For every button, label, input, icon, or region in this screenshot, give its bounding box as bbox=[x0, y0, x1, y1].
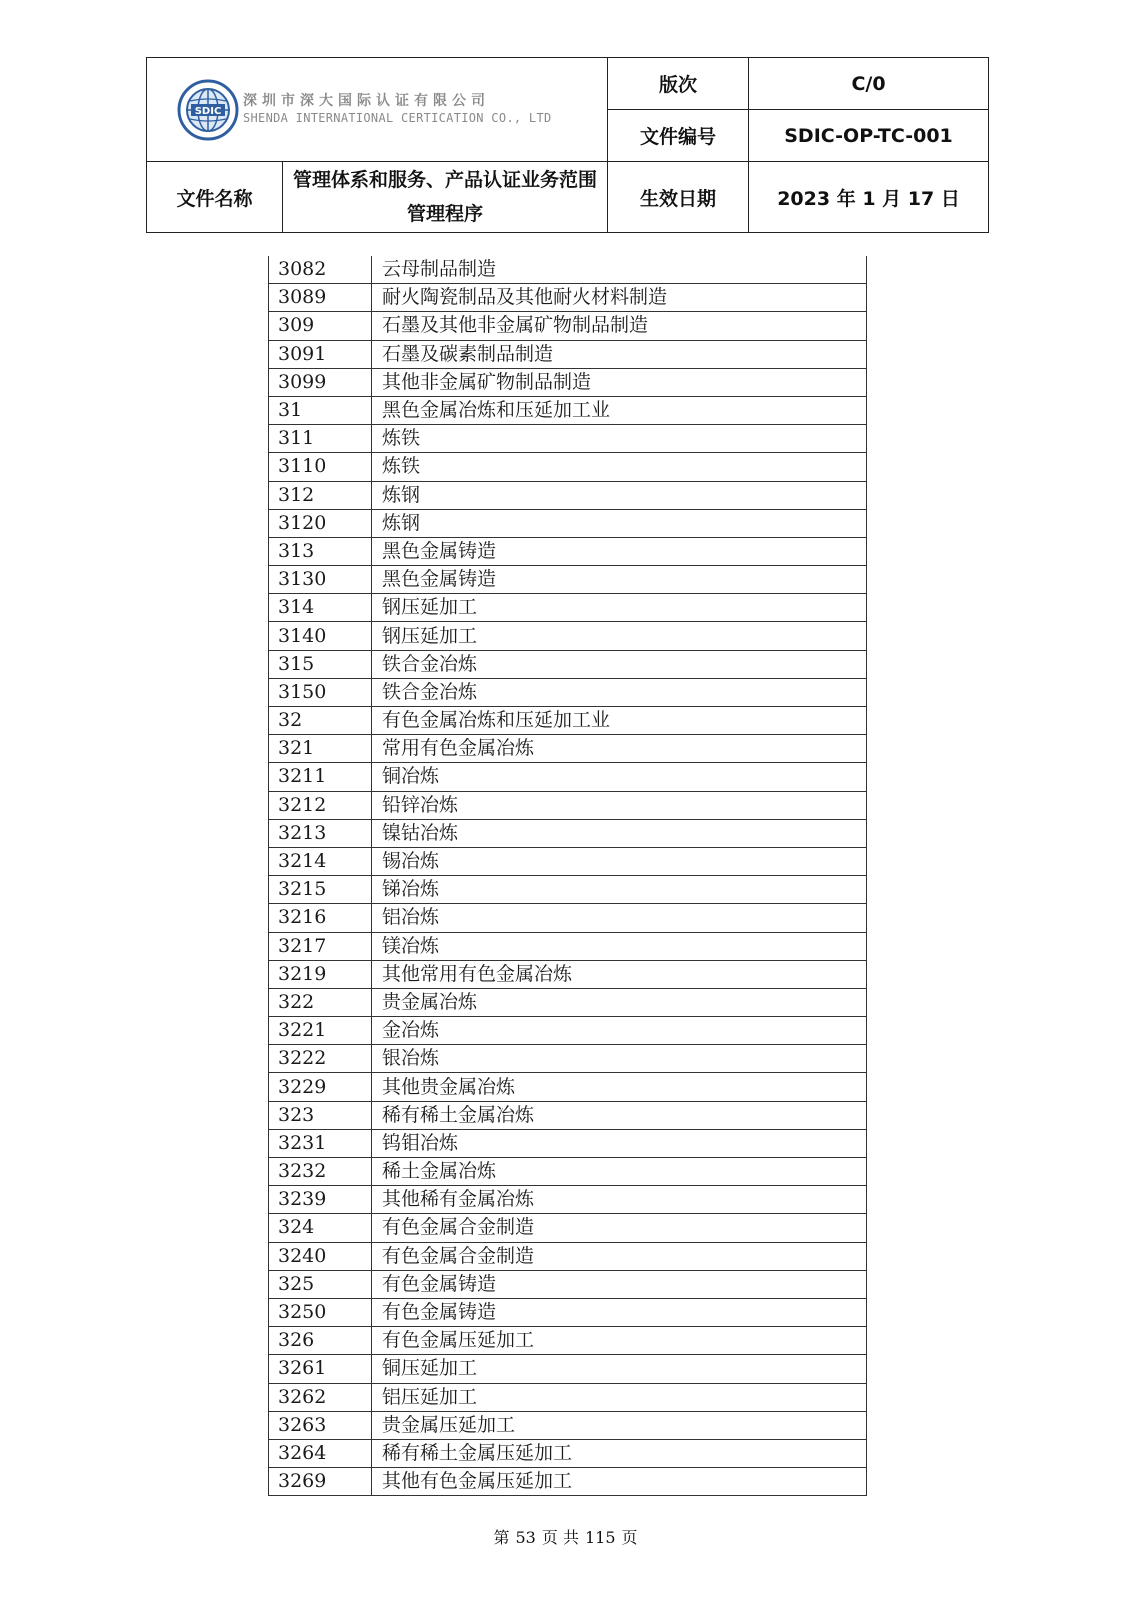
row-code: 3229 bbox=[269, 1073, 372, 1101]
row-code: 3263 bbox=[269, 1411, 372, 1439]
row-name: 有色金属压延加工 bbox=[372, 1327, 867, 1355]
row-name: 贵金属压延加工 bbox=[372, 1411, 867, 1439]
table-row bbox=[269, 791, 867, 819]
row-code: 3213 bbox=[269, 819, 372, 847]
row-code: 313 bbox=[269, 537, 372, 565]
table-row bbox=[269, 453, 867, 481]
row-code: 3215 bbox=[269, 876, 372, 904]
table-row bbox=[269, 678, 867, 706]
row-name: 稀有稀土金属冶炼 bbox=[372, 1101, 867, 1129]
row-code: 3212 bbox=[269, 791, 372, 819]
row-name: 黑色金属冶炼和压延加工业 bbox=[372, 396, 867, 424]
docno-value: SDIC-OP-TC-001 bbox=[749, 110, 989, 162]
row-name: 稀有稀土金属压延加工 bbox=[372, 1439, 867, 1467]
row-name: 石墨及其他非金属矿物制品制造 bbox=[372, 312, 867, 340]
row-name: 有色金属冶炼和压延加工业 bbox=[372, 707, 867, 735]
table-row bbox=[269, 1411, 867, 1439]
row-name: 镁冶炼 bbox=[372, 932, 867, 960]
row-code: 321 bbox=[269, 735, 372, 763]
company-name-en: SHENDA INTERNATIONAL CERTICATION CO., LTD bbox=[243, 110, 552, 125]
table-row bbox=[269, 481, 867, 509]
row-name: 钢压延加工 bbox=[372, 594, 867, 622]
table-row bbox=[269, 1383, 867, 1411]
row-name: 锑冶炼 bbox=[372, 876, 867, 904]
table-row bbox=[269, 256, 867, 284]
table-row bbox=[269, 622, 867, 650]
row-name: 铝压延加工 bbox=[372, 1383, 867, 1411]
footer-mid: 页 共 bbox=[541, 1528, 579, 1547]
document-header bbox=[146, 57, 989, 233]
logo-abbrev: SDIC bbox=[194, 105, 222, 117]
table-row bbox=[269, 1327, 867, 1355]
effective-date-value: 2023 年 1 月 17 日 bbox=[749, 162, 989, 233]
row-name: 耐火陶瓷制品及其他耐火材料制造 bbox=[372, 284, 867, 312]
table-row bbox=[269, 735, 867, 763]
table-row bbox=[269, 763, 867, 791]
table-row bbox=[269, 988, 867, 1016]
row-name: 其他稀有金属冶炼 bbox=[372, 1186, 867, 1214]
table-row bbox=[269, 284, 867, 312]
row-code: 3099 bbox=[269, 368, 372, 396]
row-code: 309 bbox=[269, 312, 372, 340]
row-code: 3264 bbox=[269, 1439, 372, 1467]
footer-page-number: 53 bbox=[515, 1528, 536, 1547]
row-name: 其他有色金属压延加工 bbox=[372, 1468, 867, 1496]
table-row bbox=[269, 1468, 867, 1496]
row-code: 3140 bbox=[269, 622, 372, 650]
row-name: 石墨及碳素制品制造 bbox=[372, 340, 867, 368]
row-code: 3217 bbox=[269, 932, 372, 960]
effective-date-label: 生效日期 bbox=[608, 162, 749, 233]
table-row bbox=[269, 312, 867, 340]
table-row bbox=[269, 425, 867, 453]
table-row bbox=[269, 1017, 867, 1045]
docname-value: 管理体系和服务、产品认证业务范围管理程序 bbox=[283, 162, 608, 233]
row-code: 32 bbox=[269, 707, 372, 735]
row-name: 黑色金属铸造 bbox=[372, 566, 867, 594]
row-name: 其他非金属矿物制品制造 bbox=[372, 368, 867, 396]
table-row bbox=[269, 1158, 867, 1186]
row-name: 钨钼冶炼 bbox=[372, 1129, 867, 1157]
row-name: 镍钴冶炼 bbox=[372, 819, 867, 847]
table-row bbox=[269, 1073, 867, 1101]
row-name: 金冶炼 bbox=[372, 1017, 867, 1045]
row-code: 325 bbox=[269, 1270, 372, 1298]
row-name: 黑色金属铸造 bbox=[372, 537, 867, 565]
table-row bbox=[269, 707, 867, 735]
table-row bbox=[269, 1214, 867, 1242]
company-logo-cell bbox=[147, 58, 608, 162]
row-name: 铝冶炼 bbox=[372, 904, 867, 932]
row-code: 315 bbox=[269, 650, 372, 678]
table-row bbox=[269, 1129, 867, 1157]
table-row bbox=[269, 566, 867, 594]
row-name: 炼钢 bbox=[372, 509, 867, 537]
table-row bbox=[269, 960, 867, 988]
row-code: 3261 bbox=[269, 1355, 372, 1383]
row-code: 312 bbox=[269, 481, 372, 509]
row-name: 有色金属铸造 bbox=[372, 1270, 867, 1298]
company-name-cn: 深圳市深大国际认证有限公司 bbox=[243, 93, 490, 110]
row-name: 铜压延加工 bbox=[372, 1355, 867, 1383]
row-code: 3214 bbox=[269, 847, 372, 875]
row-code: 3269 bbox=[269, 1468, 372, 1496]
footer-prefix: 第 bbox=[493, 1528, 510, 1547]
table-row bbox=[269, 876, 867, 904]
row-code: 324 bbox=[269, 1214, 372, 1242]
version-label: 版次 bbox=[608, 58, 749, 110]
row-code: 3211 bbox=[269, 763, 372, 791]
table-row bbox=[269, 1270, 867, 1298]
version-value: C/0 bbox=[749, 58, 989, 110]
page-footer bbox=[0, 1525, 1131, 1548]
row-code: 3221 bbox=[269, 1017, 372, 1045]
table-row bbox=[269, 819, 867, 847]
table-row bbox=[269, 537, 867, 565]
table-row bbox=[269, 1045, 867, 1073]
table-row bbox=[269, 1186, 867, 1214]
row-code: 3089 bbox=[269, 284, 372, 312]
footer-total-pages: 115 bbox=[584, 1528, 616, 1547]
row-name: 炼铁 bbox=[372, 425, 867, 453]
table-row bbox=[269, 1355, 867, 1383]
row-name: 银冶炼 bbox=[372, 1045, 867, 1073]
row-name: 贵金属冶炼 bbox=[372, 988, 867, 1016]
table-row bbox=[269, 1298, 867, 1326]
row-name: 其他常用有色金属冶炼 bbox=[372, 960, 867, 988]
row-code: 3240 bbox=[269, 1242, 372, 1270]
row-name: 锡冶炼 bbox=[372, 847, 867, 875]
row-code: 314 bbox=[269, 594, 372, 622]
row-code: 3110 bbox=[269, 453, 372, 481]
docno-label: 文件编号 bbox=[608, 110, 749, 162]
table-row bbox=[269, 340, 867, 368]
row-code: 3250 bbox=[269, 1298, 372, 1326]
row-code: 3091 bbox=[269, 340, 372, 368]
row-code: 3120 bbox=[269, 509, 372, 537]
table-row bbox=[269, 847, 867, 875]
table-row bbox=[269, 1439, 867, 1467]
row-name: 稀土金属冶炼 bbox=[372, 1158, 867, 1186]
row-name: 有色金属合金制造 bbox=[372, 1242, 867, 1270]
row-name: 有色金属铸造 bbox=[372, 1298, 867, 1326]
row-name: 铁合金冶炼 bbox=[372, 650, 867, 678]
row-code: 3262 bbox=[269, 1383, 372, 1411]
table-row bbox=[269, 509, 867, 537]
row-code: 3216 bbox=[269, 904, 372, 932]
row-code: 3239 bbox=[269, 1186, 372, 1214]
row-name: 其他贵金属冶炼 bbox=[372, 1073, 867, 1101]
row-name: 炼铁 bbox=[372, 453, 867, 481]
row-code: 311 bbox=[269, 425, 372, 453]
row-name: 铜冶炼 bbox=[372, 763, 867, 791]
table-row bbox=[269, 932, 867, 960]
row-name: 有色金属合金制造 bbox=[372, 1214, 867, 1242]
row-code: 3231 bbox=[269, 1129, 372, 1157]
footer-suffix: 页 bbox=[621, 1528, 638, 1547]
row-name: 钢压延加工 bbox=[372, 622, 867, 650]
row-code: 326 bbox=[269, 1327, 372, 1355]
company-globe-logo-icon bbox=[177, 79, 239, 141]
row-code: 3082 bbox=[269, 256, 372, 284]
row-code: 31 bbox=[269, 396, 372, 424]
table-row bbox=[269, 904, 867, 932]
table-row bbox=[269, 368, 867, 396]
docname-label: 文件名称 bbox=[147, 162, 283, 233]
row-code: 3219 bbox=[269, 960, 372, 988]
row-code: 3150 bbox=[269, 678, 372, 706]
row-name: 铁合金冶炼 bbox=[372, 678, 867, 706]
table-row bbox=[269, 1101, 867, 1129]
row-name: 常用有色金属冶炼 bbox=[372, 735, 867, 763]
row-code: 322 bbox=[269, 988, 372, 1016]
row-code: 323 bbox=[269, 1101, 372, 1129]
row-name: 云母制品制造 bbox=[372, 256, 867, 284]
row-name: 炼钢 bbox=[372, 481, 867, 509]
table-row bbox=[269, 650, 867, 678]
row-code: 3130 bbox=[269, 566, 372, 594]
table-row bbox=[269, 396, 867, 424]
row-code: 3232 bbox=[269, 1158, 372, 1186]
industry-code-table bbox=[268, 256, 867, 1496]
table-row bbox=[269, 1242, 867, 1270]
table-row bbox=[269, 594, 867, 622]
row-name: 铅锌冶炼 bbox=[372, 791, 867, 819]
row-code: 3222 bbox=[269, 1045, 372, 1073]
